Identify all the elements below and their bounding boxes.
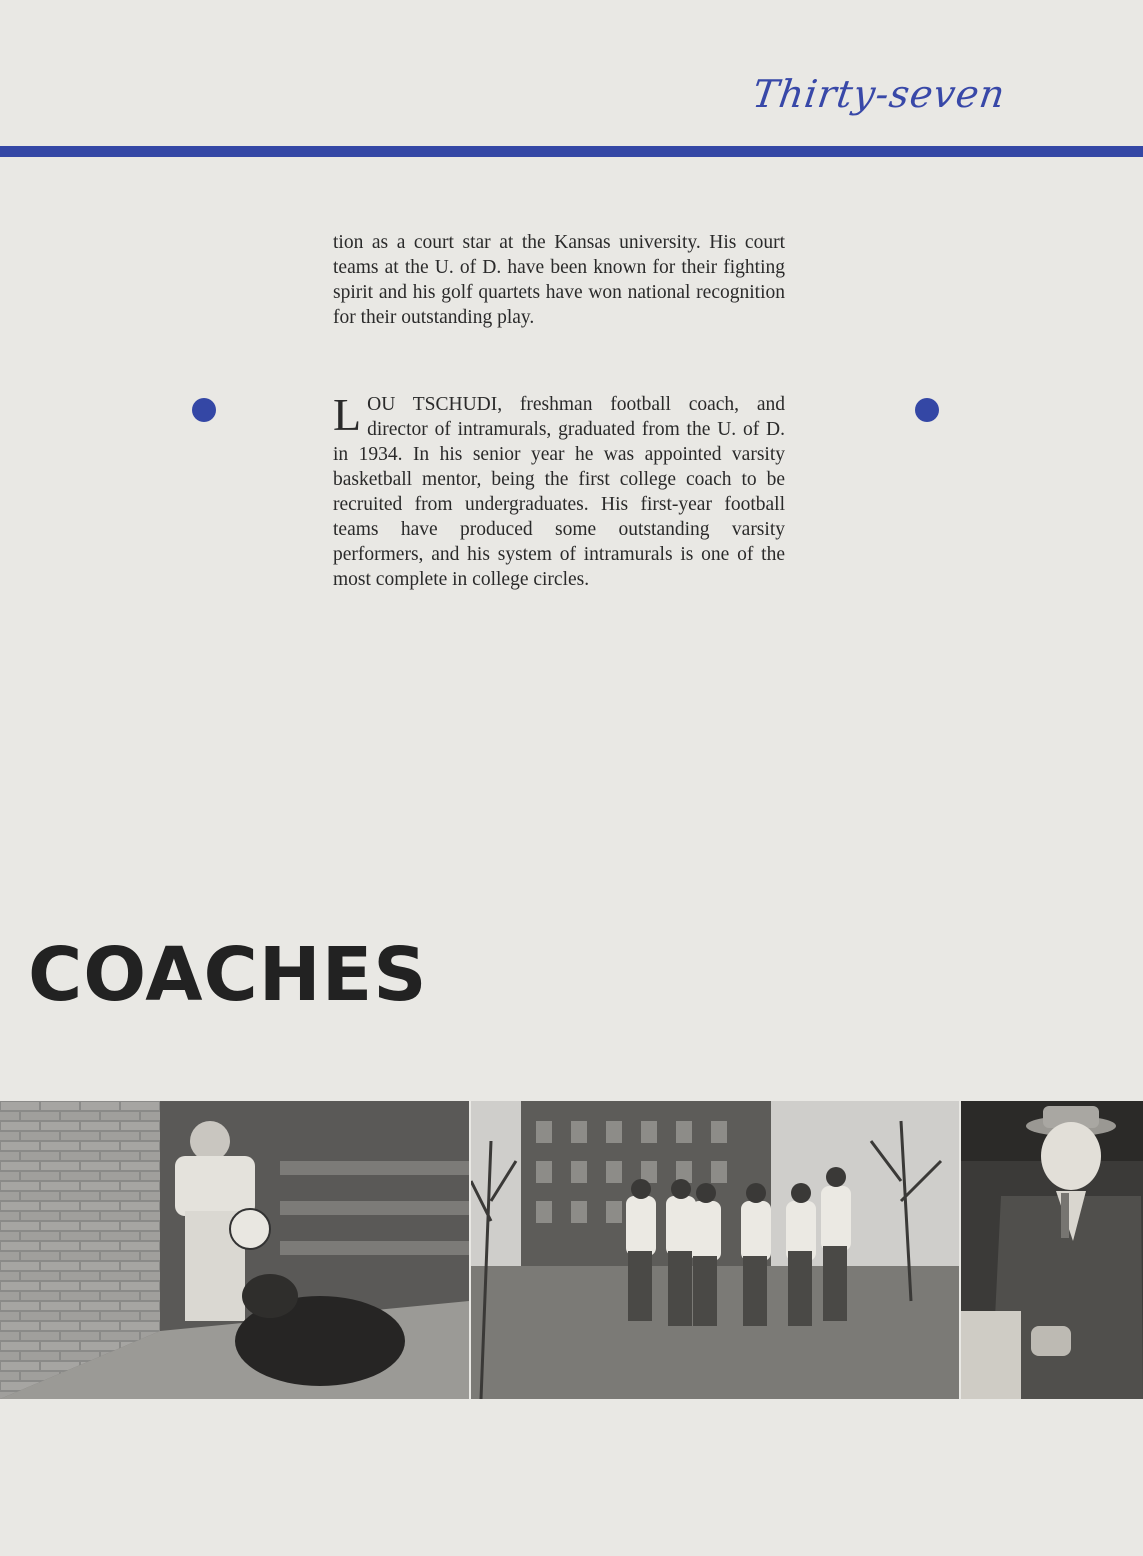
bullet-right: [915, 398, 939, 422]
photo-coach-in-hat-icon: [961, 1101, 1143, 1399]
paragraph-tschudi-text: OU TSCHUDI, freshman football coach, and director of intramurals, graduated from the U. of D. in 1934. In his senior year he was appointed varsity basketball mentor, being the first college coach to be recruited from undergraduates. His first-year football teams have produced some outstanding varsity performers, and his system of intramurals is one of the most complete in college circles.: [333, 394, 785, 590]
section-title: COACHES: [28, 932, 428, 1018]
page-number: Thirty-seven: [749, 72, 1009, 116]
header-rule: [0, 146, 1143, 157]
paragraph-tschudi: [333, 389, 785, 592]
photo-man-with-seal: [0, 1101, 469, 1399]
paragraph-continued: tion as a court star at the Kansas university. His court teams at the U. of D. have been known for their fighting spirit and his golf quartets have won national recognition for their outstanding play.: [333, 232, 785, 328]
photo-football-players-icon: [471, 1101, 959, 1399]
photo-man-with-seal-icon: [0, 1101, 469, 1399]
drop-cap: L: [333, 389, 362, 440]
photo-coach-in-hat: [961, 1101, 1143, 1399]
photo-football-players: [471, 1101, 959, 1399]
bullet-left: [192, 398, 216, 422]
